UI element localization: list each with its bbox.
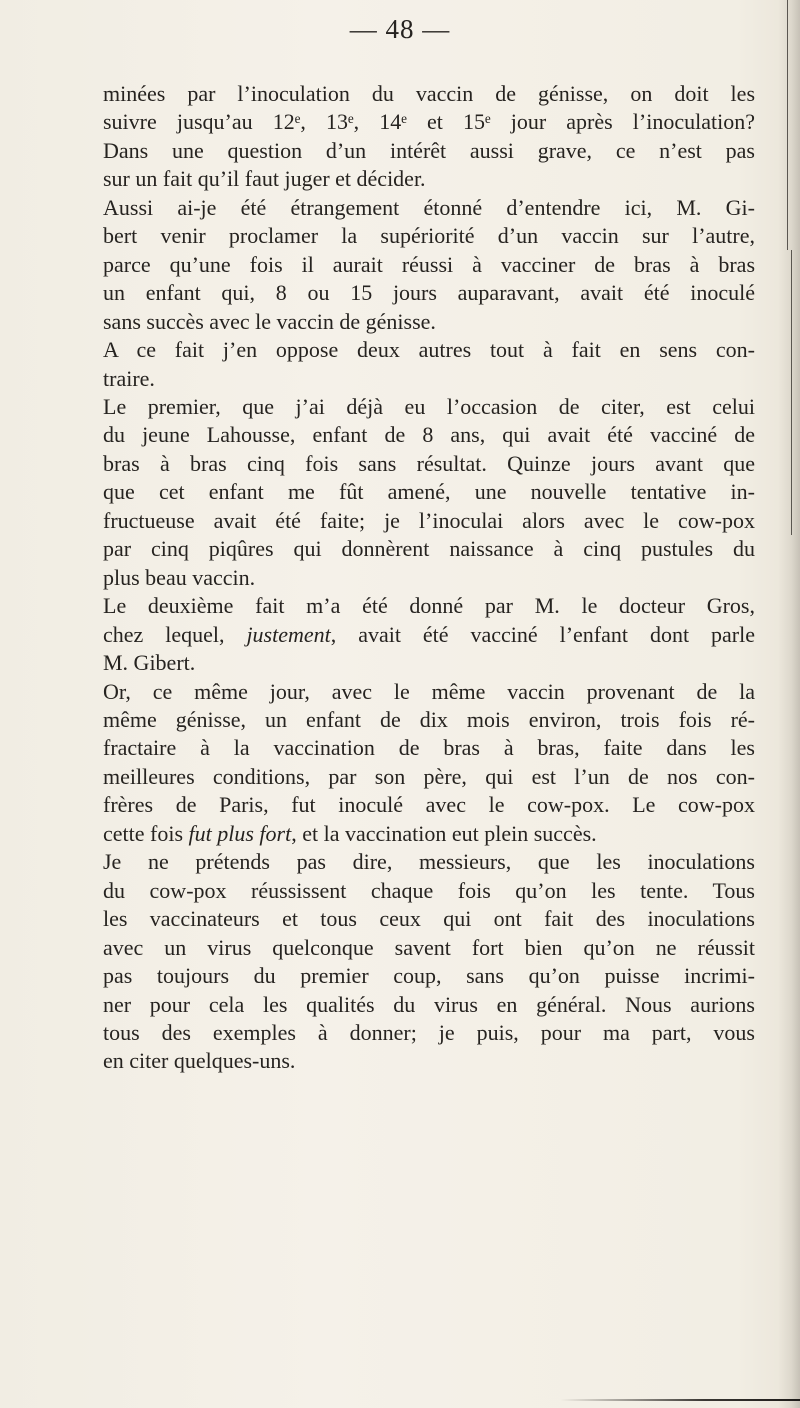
page-number: — 48 — xyxy=(349,14,451,44)
text-line: les vaccinateurs et tous ceux qui ont fait des inoculations xyxy=(103,906,755,932)
text-line: sans succès avec le vaccin de génisse. xyxy=(103,308,436,334)
text-line: frères de Paris, fut inoculé avec le cow-pox. Le cow-pox xyxy=(103,792,755,818)
bottom-edge-line xyxy=(560,1399,800,1401)
text-line: suivre jusqu’au 12ᵉ, 13ᵉ, 14ᵉ et 15ᵉ jour après l’inoculation? xyxy=(103,109,755,135)
text-line: que cet enfant me fût amené, une nouvelle tentative in- xyxy=(103,479,755,505)
text-line: un enfant qui, 8 ou 15 jours auparavant, avait été inoculé xyxy=(103,280,755,306)
text-line: Je ne prétends pas dire, messieurs, que les inoculations xyxy=(103,849,755,875)
text-line: pas toujours du premier coup, sans qu’on puisse incrimi- xyxy=(103,963,755,989)
text-line xyxy=(103,621,755,649)
text-line: du cow-pox réussissent chaque fois qu’on les tente. Tous xyxy=(103,877,755,903)
text-line: fructueuse avait été faite; je l’inoculai alors avec le cow-pox xyxy=(103,507,755,533)
text-line: M. Gibert. xyxy=(103,650,196,676)
body-text xyxy=(103,80,755,1076)
text-line: bert venir proclamer la supériorité d’un vaccin sur l’autre, xyxy=(103,223,755,249)
text-segment: cette fois xyxy=(103,820,189,846)
text-line: A ce fait j’en oppose deux autres tout à fait en sens con- xyxy=(103,337,755,363)
emphasis: justement xyxy=(246,621,331,647)
text-line: par cinq piqûres qui donnèrent naissance à cinq pustules du xyxy=(103,536,755,562)
text-line: tous des exemples à donner; je puis, pour ma part, vous xyxy=(103,1019,755,1045)
text-line: plus beau vaccin. xyxy=(103,564,256,590)
text-line: meilleures conditions, par son père, qui est l’un de nos con- xyxy=(103,763,755,789)
text-line: sur un fait qu’il faut juger et décider. xyxy=(103,166,426,192)
text-line: Le deuxième fait m’a été donné par M. le docteur Gros, xyxy=(103,593,755,619)
text-line: en citer quelques-uns. xyxy=(103,1048,296,1074)
text-line: bras à bras cinq fois sans résultat. Quinze jours avant que xyxy=(103,450,755,476)
text-line: Dans une question d’un intérêt aussi grave, ce n’est pas xyxy=(103,137,755,163)
emphasis: fut plus fort xyxy=(188,820,292,846)
text-segment: chez lequel, xyxy=(103,621,247,647)
text-segment: , et la vaccination eut plein succès. xyxy=(291,820,597,846)
text-line: Le premier, que j’ai déjà eu l’occasion de citer, est celui xyxy=(103,393,755,419)
text-line: traire. xyxy=(103,365,155,391)
text-line: du jeune Lahousse, enfant de 8 ans, qui avait été vacciné de xyxy=(103,422,755,448)
text-line xyxy=(103,820,755,848)
text-line: Aussi ai-je été étrangement étonné d’entendre ici, M. Gi- xyxy=(103,194,755,220)
text-line: fractaire à la vaccination de bras à bras, faite dans les xyxy=(103,735,755,761)
page-edge-shadow xyxy=(778,0,800,1408)
page-edge-line xyxy=(791,250,792,535)
text-line: minées par l’inoculation du vaccin de génisse, on doit les xyxy=(103,81,755,106)
text-line: ner pour cela les qualités du virus en général. Nous aurions xyxy=(103,991,755,1017)
text-segment: , avait été vacciné l’enfant dont parle xyxy=(330,621,755,647)
text-line: avec un virus quelconque savent fort bien qu’on ne réussit xyxy=(103,934,755,960)
text-line: même génisse, un enfant de dix mois environ, trois fois ré- xyxy=(103,706,755,732)
text-line: parce qu’une fois il aurait réussi à vacciner de bras à bras xyxy=(103,251,755,277)
text-line: Or, ce même jour, avec le même vaccin provenant de la xyxy=(103,678,755,704)
